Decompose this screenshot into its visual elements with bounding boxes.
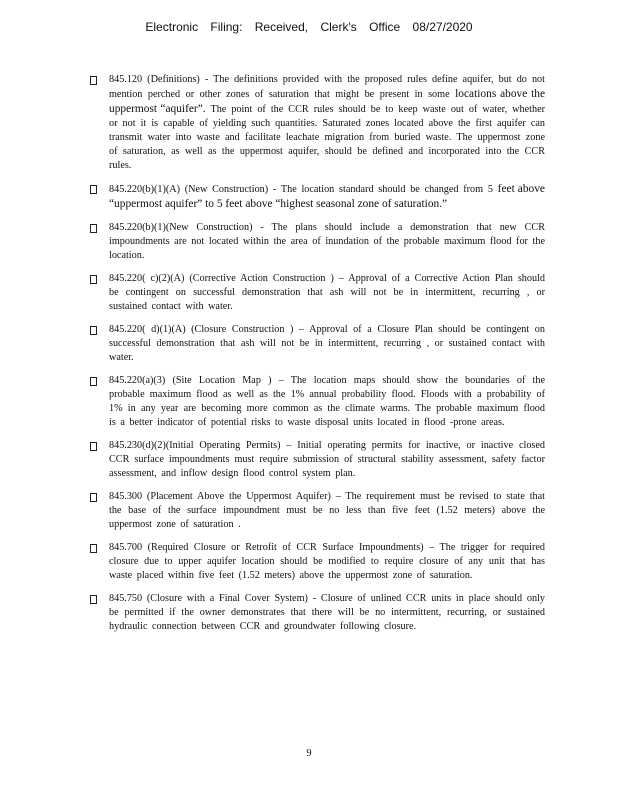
list-item-text: 845.300 (Placement Above the Uppermost Aquifer) – The requirement must be revised to state that the base of the surface impoundment must be no less than five feet (1.52 meters) above the uppermost zone of saturation . — [109, 491, 545, 530]
list-item — [90, 541, 545, 583]
list-item-text: 845.750 (Closure with a Final Cover System) - Closure of unlined CCR units in place should only be permitted if the owner demonstrates that there will be no intermittent, recurring, or sustained hydraulic connection between CCR and groundwater following closure. — [109, 593, 545, 632]
list-item-text: 845.220( c)(2)(A) (Corrective Action Construction ) – Approval of a Corrective Action Plan should be contingent on successful demonstration that ash will not be in intermittent, recurring , or sustained contact with water. — [109, 273, 545, 312]
list-item-text: 845.220( d)(1)(A) (Closure Construction ) – Approval of a Closure Plan should be contingent on successful demonstration that ash will not be in intermittent, recurring , or sustained contact with water. — [109, 324, 545, 363]
checkbox-bullet-icon — [90, 185, 97, 194]
checkbox-bullet-icon — [90, 275, 97, 284]
list-item — [90, 73, 545, 173]
list-item-text: 845.120 (Definitions) - The definitions provided with the proposed rules define aquifer, but do not mention perched or other zones of saturation that might be present in some locations above the uppermost “aquifer”. The point of the CCR rules should be to keep waste out of water, whether or not it is capable of yielding such quantities. Saturated zones located above the first aquifer can transmit water into waste and facilitate leachate migration from buried waste. The uppermost zone of saturation, as well as the uppermost aquifer, should be defined and incorporated into the CCR rules. — [109, 74, 545, 171]
page-number: 9 — [306, 748, 312, 759]
checkbox-bullet-icon — [90, 544, 97, 553]
checkbox-bullet-icon — [90, 326, 97, 335]
list-item — [90, 182, 545, 212]
comment-list — [90, 73, 545, 643]
checkbox-bullet-icon — [90, 76, 97, 85]
checkbox-bullet-icon — [90, 377, 97, 386]
list-item-text: 845.220(a)(3) (Site Location Map ) – The location maps should show the boundaries of the probable maximum flood as well as the 1% annual probability flood. Floods with a probability of 1% in any year are becoming more common as the climate warms. The probable maximum flood is a better indicator of potential risks to waste disposal units located in flood -prone areas. — [109, 375, 545, 428]
filing-stamp-header: Electronic Filing: Received, Clerk's Office 08/27/2020 — [145, 20, 473, 34]
list-item — [90, 439, 545, 481]
checkbox-bullet-icon — [90, 442, 97, 451]
list-item — [90, 272, 545, 314]
list-item-text: 845.220(b)(1)(New Construction) - The plans should include a demonstration that new CCR impoundments are not located within the area of inundation of the probable maximum flood for the location. — [109, 222, 545, 261]
list-item — [90, 323, 545, 365]
list-item-text: 845.700 (Required Closure or Retrofit of CCR Surface Impoundments) – The trigger for required closure due to upper aquifer location should be modified to require closure of any unit that has waste placed within five feet (1.52 meters) above the uppermost zone of saturation. — [109, 542, 545, 581]
list-item — [90, 374, 545, 430]
checkbox-bullet-icon — [90, 493, 97, 502]
checkbox-bullet-icon — [90, 595, 97, 604]
list-item-text: 845.220(b)(1)(A) (New Construction) - The location standard should be changed from 5 feet above “uppermost aquifer” to 5 feet above “highest seasonal zone of saturation.” — [109, 183, 545, 210]
list-item — [90, 221, 545, 263]
list-item — [90, 592, 545, 634]
list-item — [90, 490, 545, 532]
checkbox-bullet-icon — [90, 224, 97, 233]
list-item-text: 845.230(d)(2)(Initial Operating Permits) – Initial operating permits for inactive, or inactive closed CCR surface impoundments must require submission of structural stability assessment, safety factor assessment, and inflow design flood control system plan. — [109, 440, 545, 479]
